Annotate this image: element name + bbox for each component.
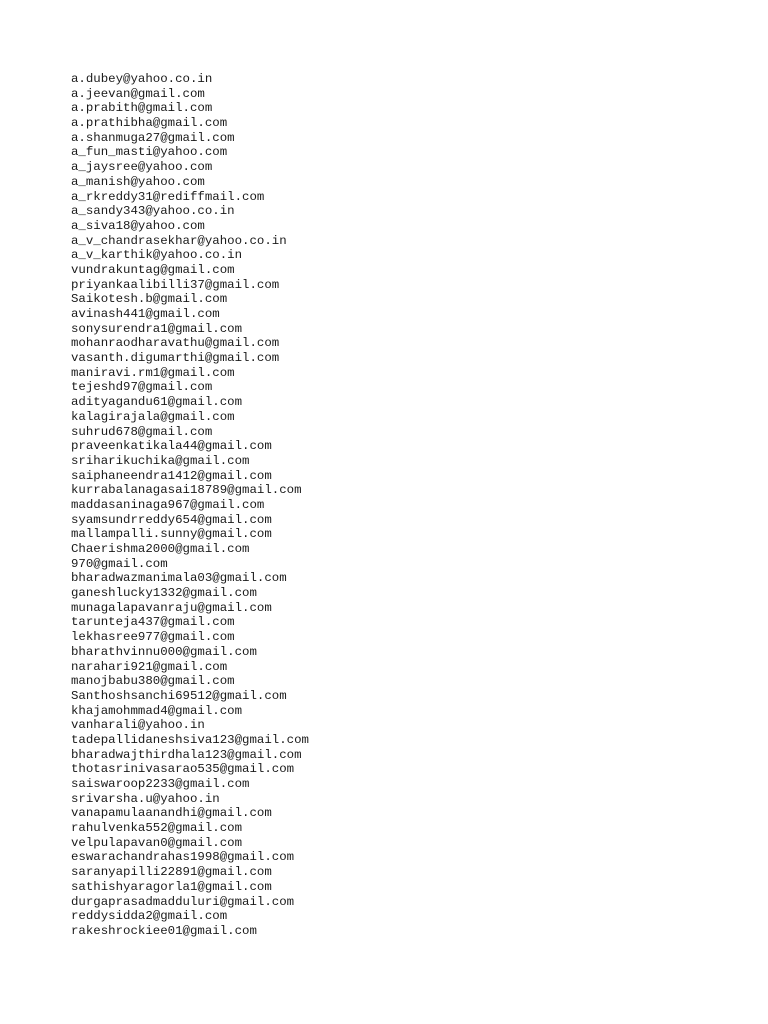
email-line: lekhasree977@gmail.com — [71, 630, 235, 645]
email-line: a.shanmuga27@gmail.com — [71, 130, 235, 145]
email-line: tejeshd97@gmail.com — [71, 380, 213, 395]
email-line: a_siva18@yahoo.com — [71, 218, 205, 233]
email-line: mohanraodharavathu@gmail.com — [71, 336, 280, 351]
email-line: avinash441@gmail.com — [71, 307, 220, 321]
email-line: a_v_karthik@yahoo.co.in — [71, 248, 243, 263]
email-line: rahulvenka552@gmail.com — [71, 821, 243, 836]
email-line: suhrud678@gmail.com — [71, 424, 213, 439]
email-line: Santhoshsanchi69512@gmail.com — [71, 688, 287, 703]
email-line: a_manish@yahoo.com — [71, 174, 205, 189]
email-line: a_v_chandrasekhar@yahoo.co.in — [71, 233, 287, 248]
email-line: kurrabalanagasai18789@gmail.com — [71, 483, 302, 498]
email-line: rakeshrockiee01@gmail.com — [71, 923, 257, 938]
email-line: syamsundrreddy654@gmail.com — [71, 512, 272, 527]
email-line: reddysidda2@gmail.com — [71, 909, 228, 924]
email-line: velpulapavan0@gmail.com — [71, 835, 243, 850]
email-line: sathishyaragorla1@gmail.com — [71, 879, 272, 894]
email-line: narahari921@gmail.com — [71, 659, 228, 674]
email-line: tarunteja437@gmail.com — [71, 615, 235, 630]
email-line: bharathvinnu000@gmail.com — [71, 644, 257, 659]
email-line: kalagirajala@gmail.com — [71, 409, 235, 424]
email-line: saiphaneendra1412@gmail.com — [71, 468, 272, 483]
email-line: a.jeevan@gmail.com — [71, 86, 205, 101]
email-line: sonysurendra1@gmail.com — [71, 321, 243, 336]
email-line: bharadwajthirdhala123@gmail.com — [71, 747, 302, 762]
email-line: vundrakuntag@gmail.com — [71, 262, 235, 277]
email-line: tadepallidaneshsiva123@gmail.com — [71, 732, 309, 747]
email-line: sriharikuchika@gmail.com — [71, 453, 250, 468]
email-line: bharadwazmanimala03@gmail.com — [71, 571, 287, 586]
email-line: maniravi.rm1@gmail.com — [71, 365, 235, 380]
email-line: thotasrinivasarao535@gmail.com — [71, 762, 295, 777]
email-line: a.dubey@yahoo.co.in — [71, 72, 213, 86]
email-line: a_jaysree@yahoo.com — [71, 160, 213, 175]
email-line: a_fun_masti@yahoo.com — [71, 145, 228, 160]
email-line: vasanth.digumarthi@gmail.com — [71, 351, 280, 366]
email-line: srivarsha.u@yahoo.in — [71, 791, 220, 806]
email-line: ganeshlucky1332@gmail.com — [71, 586, 257, 601]
email-line: a.prathibha@gmail.com — [71, 116, 228, 131]
email-line: manojbabu380@gmail.com — [71, 674, 235, 689]
email-line: maddasaninaga967@gmail.com — [71, 497, 265, 512]
email-line: saiswaroop2233@gmail.com — [71, 777, 250, 791]
email-line: a_sandy343@yahoo.co.in — [71, 204, 235, 219]
email-line: durgaprasadmadduluri@gmail.com — [71, 894, 295, 909]
email-line: adityagandu61@gmail.com — [71, 395, 243, 410]
email-line: mallampalli.sunny@gmail.com — [71, 527, 272, 542]
email-line: saranyapilli22891@gmail.com — [71, 865, 272, 880]
email-line: praveenkatikala44@gmail.com — [71, 439, 272, 454]
email-line: Chaerishma2000@gmail.com — [71, 542, 250, 556]
email-line: priyankaalibilli37@gmail.com — [71, 277, 280, 292]
email-line: Saikotesh.b@gmail.com — [71, 292, 228, 307]
email-line: a.prabith@gmail.com — [71, 101, 213, 116]
email-line: khajamohmmad4@gmail.com — [71, 703, 243, 718]
email-line: vanapamulaanandhi@gmail.com — [71, 806, 272, 821]
email-line: vanharali@yahoo.in — [71, 718, 205, 733]
email-line: a_rkreddy31@rediffmail.com — [71, 189, 265, 204]
email-list — [71, 72, 309, 939]
email-line: eswarachandrahas1998@gmail.com — [71, 850, 295, 865]
email-line: munagalapavanraju@gmail.com — [71, 600, 272, 615]
email-line: 970@gmail.com — [71, 556, 168, 571]
